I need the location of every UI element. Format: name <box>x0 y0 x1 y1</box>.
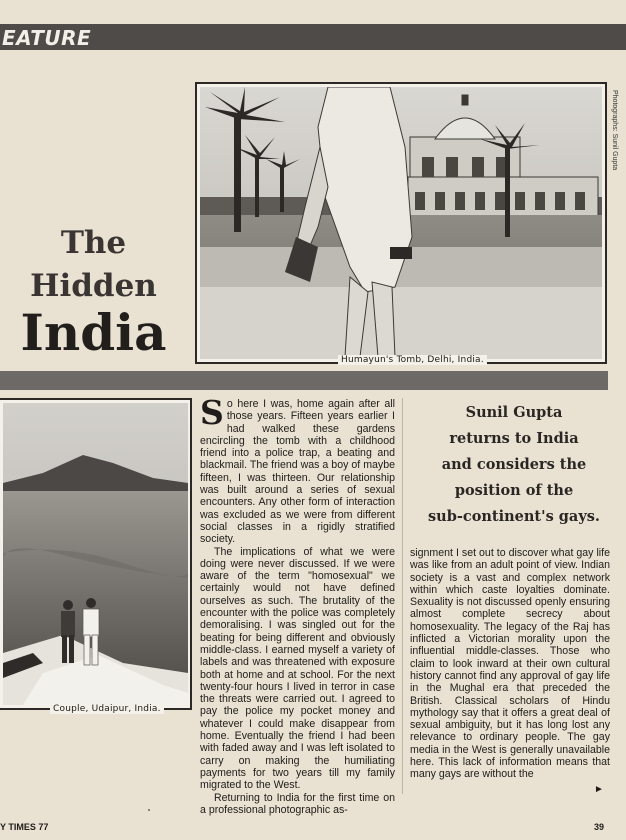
standfirst <box>416 398 612 538</box>
standfirst-line: Sunil Gupta <box>465 404 563 421</box>
article-paragraph-1: So here I was, home again after all those years. Fifteen years earlier I had walked these gardens encircling the tomb with a childhood friend into a police trap, a beating and blackmail. The friend was a boy of maybe fifteen, I was thirteen. Our relationship was built around a series of sexual encounters. Any other form of interaction was excluded as we were from different social classes in a rigidly stratified society. <box>200 393 395 546</box>
article-column-2: signment I set out to discover what gay life was like from an adult point of view. Indian society is a vast and complex network within which caste loyalties dominate. Sexuality is not discussed openly ensuring almost complete secrecy about homosexuality. The legacy of the Raj has inflicted a Victorian morality upon the influential middle-classes. Those who claim to look inward at their own cultural history cannot find any approval of gay life in the Mughal era that preceded the British. Classical scholars of Hindu mythology say that it offers a great deal of sexual ambiguity, but it has long lost any relevance to ordinary people. The gay media in the West is generally unavailable here. This lack of information means that many gays are without the <box>410 547 610 781</box>
divider-band <box>0 371 608 390</box>
section-header-band <box>0 24 626 50</box>
photo-credit: Photographs: Sunil Gupta <box>611 90 618 171</box>
page-number: 39 <box>594 822 605 832</box>
footer-publication: Y TIMES 77 <box>0 822 49 832</box>
photo-humayuns-tomb <box>195 82 607 364</box>
standfirst-line: sub-continent's gays. <box>428 508 600 525</box>
column-rule <box>402 398 403 794</box>
photo-caption-top: Humayun's Tomb, Delhi, India. <box>338 355 487 365</box>
photo-caption-left: Couple, Udaipur, India. <box>50 704 164 714</box>
print-mark <box>148 809 150 811</box>
article-paragraph-2: The implications of what we were doing were never discussed. If we were aware of the term "homosexual" we certainly would not have defined ourselves as such. The brutality of the encounter with the police was completely demoralising. I was singled out for the beating for being different and obviously middle-class. I earned myself a variety of labels and was threatened with exposure both at home and at school. For the next twenty-four hours I lived in terror in case the threats were carried out. I agreed to pay the police my pocket money and whatever I could make disappear from home. Eventually the friend I had been with faded away and I was left isolated to carry on making the humiliating payments for two years till my family migrated to the West. <box>200 545 395 792</box>
continue-arrow-icon: ► <box>594 784 604 795</box>
title-line-3: India <box>20 303 167 362</box>
drop-cap: S <box>200 393 224 432</box>
standfirst-line: and considers the <box>441 456 587 473</box>
title-line-1: The <box>60 225 127 261</box>
article-paragraph-3: Returning to India for the first time on a professional photographic as- <box>200 791 395 816</box>
photo-humayuns-tomb-image <box>200 87 602 359</box>
title-line-2: Hidden <box>30 268 157 304</box>
article-title <box>6 225 181 362</box>
photo-couple-udaipur-image <box>3 403 188 705</box>
article-column-1 <box>200 393 395 816</box>
photo-couple-udaipur <box>0 398 192 710</box>
standfirst-line: returns to India <box>449 430 579 447</box>
section-label: EATURE <box>2 26 92 50</box>
standfirst-line: position of the <box>454 482 574 499</box>
